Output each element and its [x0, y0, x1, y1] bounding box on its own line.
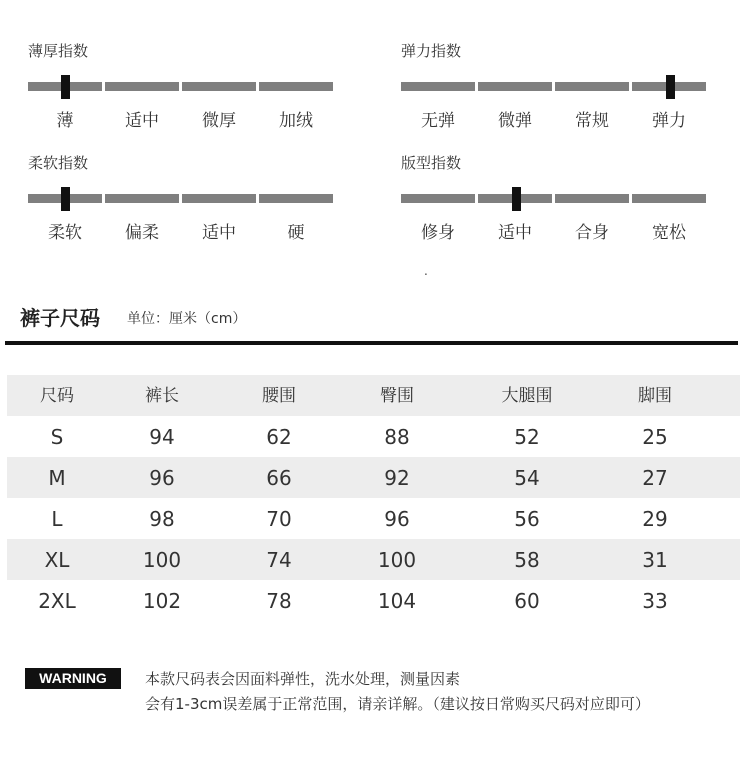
- indicator-label: 常规: [575, 111, 609, 131]
- table-cell: 94: [149, 425, 175, 449]
- warning-badge: WARNING: [25, 668, 121, 689]
- table-cell: 31: [642, 548, 668, 572]
- scale-segment: [105, 194, 179, 203]
- table-cell: 62: [266, 425, 292, 449]
- table-cell: 88: [384, 425, 410, 449]
- level-marker: [61, 75, 70, 99]
- scale-segment: [632, 194, 706, 203]
- table-cell: 2XL: [38, 589, 76, 613]
- indicator-label: 硬: [287, 223, 305, 243]
- indicator-label: 适中: [125, 111, 159, 131]
- table-cell: 74: [266, 548, 292, 572]
- table-header-cell: 臀围: [380, 386, 414, 406]
- table-cell: 54: [514, 466, 540, 490]
- indicator-scale: [401, 194, 707, 203]
- table-cell: 25: [642, 425, 668, 449]
- table-header-row: [7, 375, 740, 416]
- scale-segment: [555, 82, 629, 91]
- indicator-label: 微弹: [498, 111, 532, 131]
- warning-text-line-2: 会有1-3cm误差属于正常范围，请亲详解。（建议按日常购买尺码对应即可）: [145, 695, 650, 713]
- table-cell: 56: [514, 507, 540, 531]
- indicator-label: 薄: [56, 111, 74, 131]
- table-cell: 52: [514, 425, 540, 449]
- indicator-label: 宽松: [652, 223, 686, 243]
- table-cell: 33: [642, 589, 668, 613]
- scale-segment: [182, 194, 256, 203]
- indicator-label: 柔软: [48, 223, 82, 243]
- table-cell: L: [51, 507, 63, 531]
- indicator-label: 修身: [421, 223, 455, 243]
- indicator-labels: [28, 106, 334, 131]
- indicator-labels: [401, 218, 707, 243]
- level-marker: [512, 187, 521, 211]
- section-divider: [5, 341, 738, 345]
- table-row: [7, 457, 740, 498]
- table-cell: 92: [384, 466, 410, 490]
- table-cell: S: [50, 425, 64, 449]
- table-cell: 27: [642, 466, 668, 490]
- scale-segment: [555, 194, 629, 203]
- table-row: [7, 580, 740, 621]
- table-cell: 60: [514, 589, 540, 613]
- indicator-label: 弹力: [652, 111, 686, 131]
- indicator-label: 合身: [575, 223, 609, 243]
- table-cell: 70: [266, 507, 292, 531]
- indicator-label: 无弹: [421, 111, 455, 131]
- size-table: [7, 375, 740, 621]
- indicator-scale: [28, 194, 334, 203]
- table-cell: XL: [44, 548, 70, 572]
- scale-segment: [401, 82, 475, 91]
- table-cell: 58: [514, 548, 540, 572]
- table-header-cell: 尺码: [40, 386, 74, 406]
- indicator-labels: [28, 218, 334, 243]
- table-header-cell: 腰围: [262, 386, 296, 406]
- table-cell: 104: [377, 589, 417, 613]
- table-row: [7, 416, 740, 457]
- indicator-label: 适中: [498, 223, 532, 243]
- size-chart-title: 裤子尺码: [20, 306, 100, 330]
- table-cell: 29: [642, 507, 668, 531]
- table-cell: 96: [384, 507, 410, 531]
- indicator-scale: [28, 82, 334, 91]
- scale-segment: [105, 82, 179, 91]
- table-cell: M: [48, 466, 66, 490]
- table-cell: 66: [266, 466, 292, 490]
- scale-segment: [259, 82, 333, 91]
- indicator-label: 偏柔: [125, 223, 159, 243]
- table-header-cell: 裤长: [145, 386, 179, 406]
- level-marker: [666, 75, 675, 99]
- table-cell: 98: [149, 507, 175, 531]
- scale-segment: [478, 82, 552, 91]
- indicator-label: 适中: [202, 223, 236, 243]
- table-cell: 100: [142, 548, 182, 572]
- table-row: [7, 539, 740, 580]
- warning-text-line-1: 本款尺码表会因面料弹性，洗水处理，测量因素: [145, 670, 461, 688]
- indicator-label: 加绒: [279, 111, 313, 131]
- table-cell: 102: [142, 589, 182, 613]
- table-cell: 100: [377, 548, 417, 572]
- table-header-cell: 大腿围: [501, 386, 553, 406]
- dot-mark: .: [424, 264, 428, 278]
- scale-segment: [182, 82, 256, 91]
- indicator-title: 柔软指数: [28, 154, 89, 172]
- indicator-title: 版型指数: [401, 154, 462, 172]
- scale-segment: [401, 194, 475, 203]
- indicator-scale: [401, 82, 707, 91]
- scale-segment: [259, 194, 333, 203]
- table-header-cell: 脚围: [638, 386, 672, 406]
- table-cell: 96: [149, 466, 175, 490]
- table-cell: 78: [266, 589, 292, 613]
- indicator-labels: [401, 106, 707, 131]
- indicator-title: 薄厚指数: [28, 42, 89, 60]
- indicator-label: 微厚: [202, 111, 236, 131]
- unit-label: 单位：厘米（cm）: [127, 311, 247, 327]
- table-row: [7, 498, 740, 539]
- indicator-title: 弹力指数: [401, 42, 462, 60]
- level-marker: [61, 187, 70, 211]
